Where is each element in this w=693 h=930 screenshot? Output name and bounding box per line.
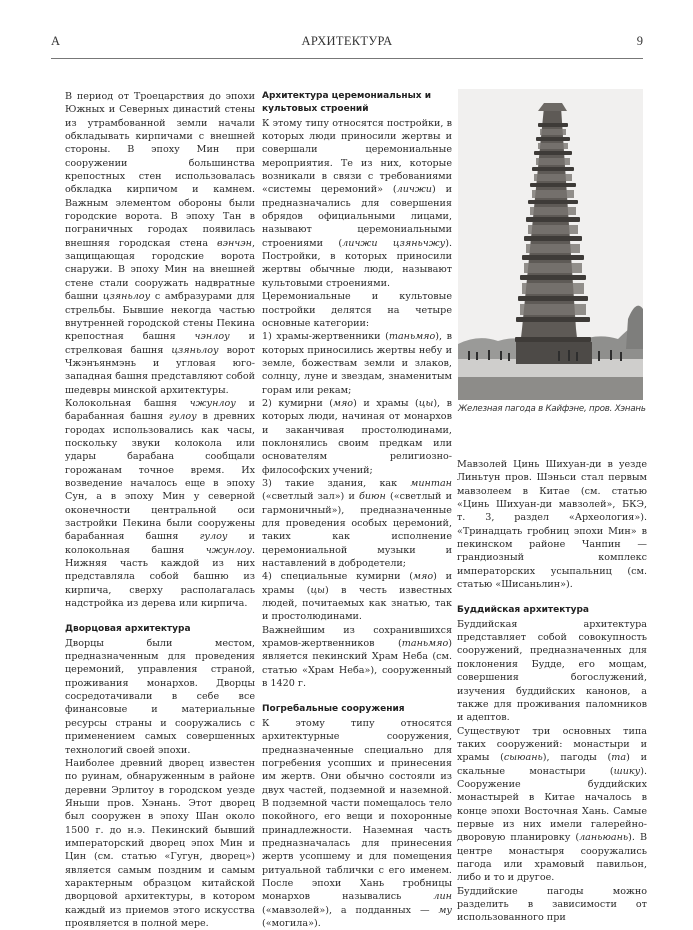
section-heading-palace: Дворцовая архитектура <box>65 624 191 635</box>
section-heading-burial: Погребальные сооружения <box>262 704 405 715</box>
pagoda-image <box>458 89 643 400</box>
list-item: 3) такие здания, как минтан («светлый зал») и биюн («светлый и гармоничный»), предназначенные для проведения особых церемоний, таких как исполнение церемониальной музыки и наставлений в добродетели; <box>262 477 452 570</box>
column-1 <box>65 90 255 930</box>
paragraph: Буддийская архитектура представляет собой совокупность сооружений, предназначенных для поклонения Будде, его мощам, совершения богослужений, изучения буддийских канонов, а также для проживания паломников и адептов. <box>457 618 647 724</box>
paragraph: Наиболее древний дворец известен по руинам, обнаруженным в районе деревни Эрлитоу в городском уезде Яньши пров. Хэнань. Этот дворец был сооружен в эпоху Шан около 1500 г. до н.э. Пекинский бывший императорский дворец эпох Мин и Цин (см. статью «Гугун, дворец») является самым поздним и самым характерным образцом китайской дворцовой архитектуры, в котором каждый из приемов этого искусства проявляется в полной мере. <box>65 757 255 929</box>
paragraph: Церемониальные и культовые постройки делятся на четыре основные категории: <box>262 291 452 329</box>
paragraph: К этому типу относятся архитектурные сооружения, предназначенные специально для погребения усопших и принесения им жертв. Они обычно состояли из двух частей, подземной и наземной. В подземной части помещалось тело покойного, его вещи и похоронные принадлежности. Наземная часть предназначалась для принесения жертв усопшему и для помещения ритуальной таблички с его именем. После эпохи Хань гробницы монархов назывались лин («мавзолей»), а подданных — му («могила»). <box>262 717 452 929</box>
list-item: 1) храмы-жертвенники (таньмяо), в которых приносились жертвы небу и земле, божествам земли и злаков, солнцу, луне и звездам, знаменитым горам или рекам; <box>262 331 453 396</box>
header-letter: А <box>51 34 61 48</box>
paragraph: Дворцы были местом, предназначенным для проведения церемоний, управления страной, проживания монархов. Дворцы сосредотачивали в себе все финансовые и материальные ресурсы страны и сооружались с применением самых совершенных технологий своей эпохи. <box>65 637 255 756</box>
section-heading-buddhist: Буддийская архитектура <box>457 605 589 616</box>
header-title: АРХИТЕКТУРА <box>301 34 393 48</box>
list-item: 4) специальные кумирни (мяо) и храмы (цы) в честь известных людей, почитаемых как знатью, так и простолюдинами. <box>262 571 453 623</box>
paragraph: Мавзолей Цинь Шихуан-ди в уезде Линьтун пров. Шэньси стал первым мавзолеем в Китае (см. статью «Цинь Шихуан-ди мавзолей», БКЭ, т. 3, раздел «Археология»). «Тринадцать гробниц эпохи Мин» в пекинском районе Чанпин — грандиозный комплекс императорских усыпальниц (см. статью «Шисаньлин»). <box>457 459 647 591</box>
photo-caption: Железная пагода в Кайфэне, пров. Хэнань <box>458 404 646 414</box>
paragraph: К этому типу относятся постройки, в которых люди приносили жертвы и совершали церемониальные мероприятия. Те из них, которые возникали в связи с требованиями «системы церемоний» (личжи) и предназначались для совершения обрядов официальными лицами, называют церемониальными строениями (личжи цзяньчжу). Постройки, в которых приносили жертвы обычные люди, называют культовыми строениями. <box>262 117 452 289</box>
paragraph: Колокольная башня чжунлоу и барабанная башня гулоу в древних городах использовались как часы, поскольку звуки колокола или удары барабана сообщали горожанам точное время. Их возведение началось еще в эпоху Сун, а в эпоху Мин у северной оконечности центральной оси застройки Пекина были сооружены барабанная башня гулоу и колокольная башня чжунлоу. Нижняя часть каждой из них представляла собой башню из кирпича, сверху располагалась надстройка из дерева или кирпича. <box>65 397 256 610</box>
paragraph: Буддийские пагоды можно разделить в зависимости от использованного при <box>457 885 647 924</box>
list-item: 2) кумирни (мяо) и храмы (цы), в которых люди, начиная от монархов и заканчивая простолюдинами, поклонялись своим предкам или основателям религиозно-философских учений; <box>262 397 452 476</box>
paragraph: Важнейшим из сохранившихся храмов-жертвенников (таньмяо) является пекинский Храм Неба (см. статью «Храм Неба»), сооруженный в 1420 г. <box>262 624 452 690</box>
header-rule <box>51 58 643 59</box>
paragraph: В период от Троецарствия до эпохи Южных и Северных династий стены из утрамбованной земли начали обкладывать кирпичами с внешней стороны. В эпоху Мин при сооружении большинства крепостных стен использовалась обкладка кирпичом и камнем. Важным элементом обороны были городские ворота. В эпоху Тан в пограничных городах появилась внешняя городская стена вэнчэн, защищающая городские ворота снаружи. В эпоху Мин на внешней стене стали сооружать надвратные башни цзяньлоу с амбразурами для стрельбы. Бывшие некогда частью внутренней городской стены Пекина крепостная башня чэнлоу и стрелковая башня цзяньлоу ворот Чжэнъянмэнь и угловая юго-западная башня представляют собой шедевры минской архитектуры. <box>65 91 255 396</box>
page-number: 9 <box>636 34 643 48</box>
column-3 <box>457 458 647 925</box>
column-2 <box>262 90 452 930</box>
paragraph: Существуют три основных типа таких сооружений: монастыри и храмы (сыюань), пагоды (та) и скальные монастыри (шику). Сооружение буддийских монастырей в Китае началось в конце эпохи Восточная Хань. Самые первые из них имели галерейно-дворовую планировку (ланьюань). В центре монастыря сооружались пагода или храмовый павильон, либо и то и другое. <box>457 725 647 884</box>
pagoda-photo <box>458 89 643 400</box>
section-heading-ceremonial: Архитектура церемониальных и культовых строений <box>262 91 432 115</box>
running-header <box>51 34 643 54</box>
